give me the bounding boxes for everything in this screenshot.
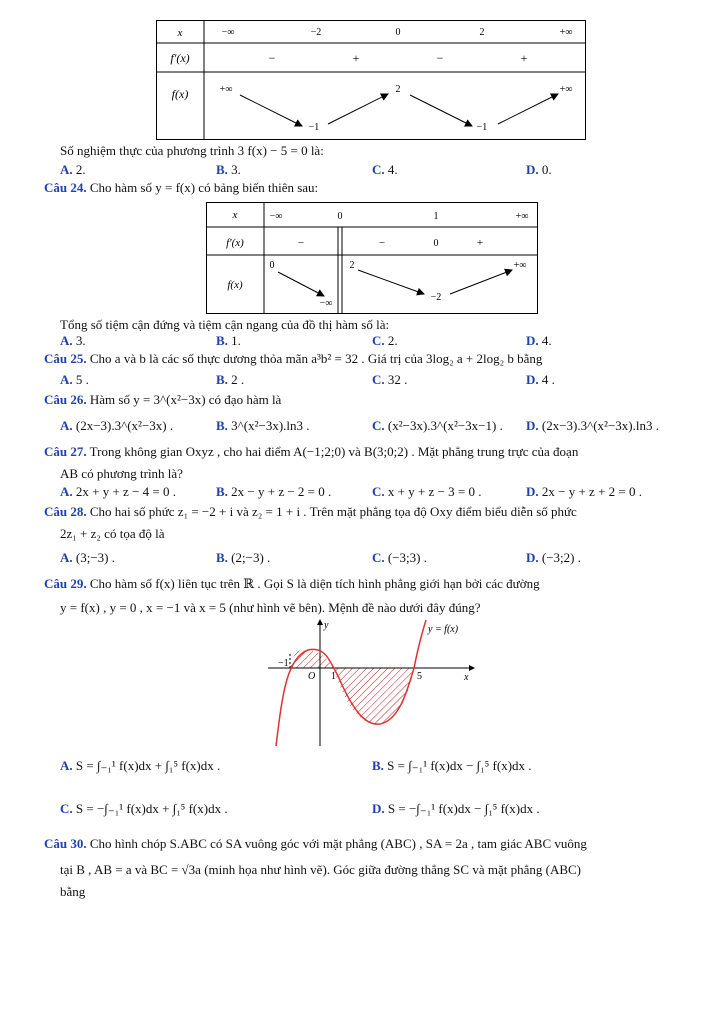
f-label: f(x) [227,279,243,291]
arrow-up [328,94,388,124]
q30-stem-line2: tại B , AB = a và BC = √3a (minh họa như hình vẽ). Góc giữa đường thẳng SC và mặt phẳng (ABC) [60,862,581,877]
option-d[interactable]: D. (−3;2) . [526,550,581,565]
fprime-sign: − [297,237,305,249]
option-c[interactable]: C. 32 . [372,372,408,387]
option-b[interactable]: B. 3^(x²−3x).ln3 . [216,418,310,433]
tick-label: −1 [278,658,289,669]
option-d[interactable]: D. (2x−3).3^(x²−3x).ln3 . [526,418,659,433]
x-axis-label: x [464,672,469,683]
fprime-sign: + [352,51,360,65]
arrow-up [498,94,558,124]
option-a[interactable]: A. 3. [60,333,86,348]
q28-stem-line1: Câu 28. Cho hai số phức z₁ = −2 + i và z₂ = 1 + i . Trên mặt phẳng tọa độ Oxy điểm biểu diễn số phức [44,504,577,519]
option-c[interactable]: C. 2. [372,333,398,348]
fprime-sign: − [268,51,276,65]
option-d[interactable]: D. 2x − y + z + 2 = 0 . [526,484,642,499]
q30-stem-line3: bằng [60,884,86,899]
option-a[interactable]: A. 2x + y + z − 4 = 0 . [60,484,176,499]
f-value: −1 [476,122,488,133]
curve-label: y = f(x) [428,624,459,635]
fprime-label: f′(x) [170,51,190,65]
option-d[interactable]: D. 4. [526,333,552,348]
q27-stem-line2: AB có phương trình là? [60,466,183,481]
f-value: +∞ [513,260,527,271]
f-value: 0 [269,260,275,271]
option-c[interactable]: C. S = −∫₋₁¹ f(x)dx + ∫₁⁵ f(x)dx . [60,801,228,816]
option-b[interactable]: B. 3. [216,162,241,177]
q26-stem: Câu 26. Hàm số y = 3^(x²−3x) có đạo hàm là [44,392,282,407]
variation-table-2 [206,202,538,314]
origin-label: O [308,671,316,682]
option-c[interactable]: C. (−3;3) . [372,550,427,565]
q25-stem: Câu 25. Cho a và b là các số thực dương thỏa mãn a³b² = 32 . Giá trị của 3log₂ a + 2log₂ b bằng [44,351,543,366]
option-a[interactable]: A. S = ∫₋₁¹ f(x)dx + ∫₁⁵ f(x)dx . [60,758,221,773]
f-value: 2 [395,84,401,95]
arrow-down [410,95,472,126]
option-c[interactable]: C. 4. [372,162,398,177]
q27-stem-line1: Câu 27. Trong không gian Oxyz , cho hai điểm A(−1;2;0) và B(3;0;2) . Mặt phẳng trung trực của đoạn [44,444,579,459]
option-a[interactable]: A. 2. [60,162,86,177]
f-value: −∞ [319,298,333,309]
x-label: x [177,27,183,39]
fprime-sign: + [476,237,484,249]
x-value: 0 [395,27,401,38]
option-b[interactable]: B. (2;−3) . [216,550,271,565]
x-value: −∞ [269,211,283,222]
y-axis-label: y [324,620,329,631]
arrow-down [278,272,324,296]
q24-stem: Câu 24. Cho hàm số y = f(x) có bảng biến thiên sau: [44,180,319,195]
x-value: 1 [433,211,439,222]
tick-label: 5 [417,671,422,682]
x-value: +∞ [559,27,573,38]
x-value: 0 [337,211,343,222]
arrow-up [450,270,512,294]
q23-prompt: Số nghiệm thực của phương trình 3 f(x) − 5 = 0 là: [60,143,324,158]
option-c[interactable]: C. (x²−3x).3^(x²−3x−1) . [372,418,503,433]
option-b[interactable]: B. 1. [216,333,241,348]
fprime-sign: + [520,51,528,65]
option-a[interactable]: A. (2x−3).3^(x²−3x) . [60,418,174,433]
option-b[interactable]: B. S = ∫₋₁¹ f(x)dx − ∫₁⁵ f(x)dx . [372,758,532,773]
fprime-sign: 0 [433,238,439,249]
f-label: f(x) [171,87,189,101]
fprime-sign: − [378,237,386,249]
fprime-label: f′(x) [226,237,244,249]
shaded-region [333,668,414,724]
option-c[interactable]: C. x + y + z − 3 = 0 . [372,484,482,499]
x-value: +∞ [515,211,529,222]
option-d[interactable]: D. 0. [526,162,552,177]
tick-label: 1 [331,671,336,682]
q24-prompt: Tổng số tiệm cận đứng và tiệm cận ngang của đồ thị hàm số là: [60,317,390,332]
f-value: −2 [430,292,442,303]
x-label: x [232,209,238,221]
x-value: −2 [310,27,322,38]
option-d[interactable]: D. S = −∫₋₁¹ f(x)dx − ∫₁⁵ f(x)dx . [372,801,540,816]
arrow-down [358,270,424,294]
f-value: +∞ [559,84,573,95]
q29-stem-line2: y = f(x) , y = 0 , x = −1 và x = 5 (như hình vẽ bên). Mệnh đề nào dưới đây đúng? [60,600,481,615]
x-value: 2 [479,27,485,38]
q29-stem-line1: Câu 29. Cho hàm số f(x) liên tục trên ℝ . Gọi S là diện tích hình phẳng giới hạn bởi các đường [44,576,540,591]
q30-stem-line1: Câu 30. Cho hình chóp S.ABC có SA vuông góc với mặt phẳng (ABC) , SA = 2a , tam giác ABC vuông [44,836,587,851]
option-a[interactable]: A. 5 . [60,372,89,387]
f-value: 2 [349,260,355,271]
q29-graph [268,618,478,748]
arrow-down [240,95,302,126]
f-value: +∞ [219,84,233,95]
option-d[interactable]: D. 4 . [526,372,555,387]
option-b[interactable]: B. 2x − y + z − 2 = 0 . [216,484,332,499]
option-b[interactable]: B. 2 . [216,372,245,387]
q28-stem-line2: 2z₁ + z₂ có tọa độ là [60,526,165,541]
option-a[interactable]: A. (3;−3) . [60,550,115,565]
variation-table-1 [156,20,586,140]
f-value: −1 [308,122,320,133]
x-value: −∞ [221,27,235,38]
fprime-sign: − [436,51,444,65]
